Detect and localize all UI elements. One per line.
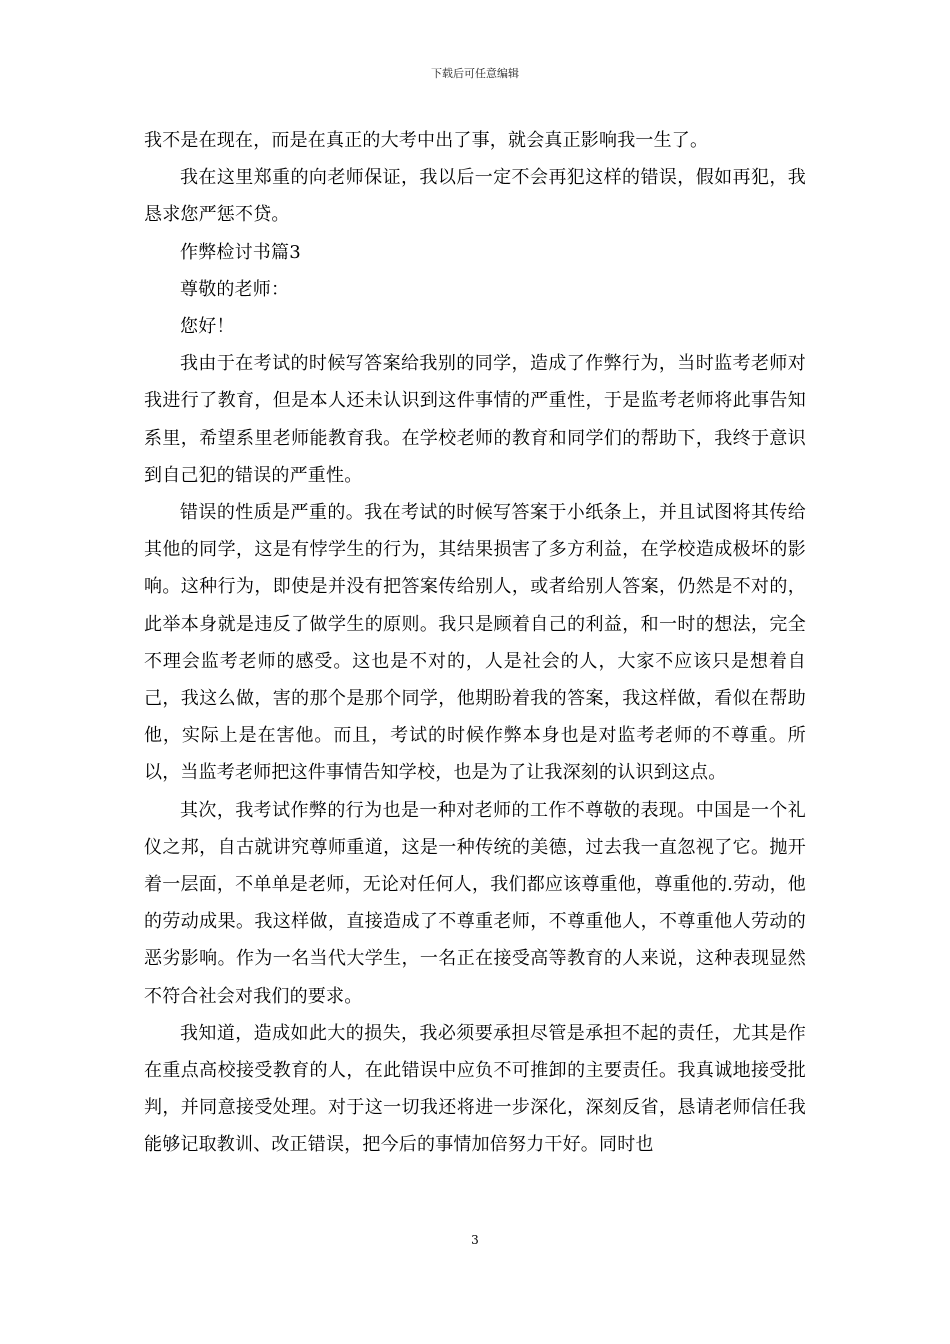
paragraph-9: 我知道，造成如此大的损失，我必须要承担尽管是承担不起的责任，尤其是作在重点高校接受教育的人，在此错误中应负不可推卸的主要责任。我真诚地接受批判，并同意接受处理。对于这一切我还将进一步深化，深刻反省，恳请老师信任我能够记取教训、改正错误，把今后的事情加倍努力干好。同时也 — [144, 1022, 806, 1156]
paragraph-7: 错误的性质是严重的。我在考试的时候写答案于小纸条上，并且试图将其传给其他的同学，这是有悖学生的行为，其结果损害了多方利益，在学校造成极坏的影响。这种行为，即使是并没有把答案传给别人，或者给别人答案，仍然是不对的，此举本身就是违反了做学生的原则。我只是顾着自己的利益，和一时的想法，完全不理会监考老师的感受。这也是不对的，人是社会的人，大家不应该只是想着自己，我这么做，害的那个是那个同学，他期盼着我的答案，我这样做，看似在帮助他，实际上是在害他。而且，考试的时候作弊本身也是对监考老师的不尊重。所以，当监考老师把这件事情告知学校，也是为了让我深刻的认识到这点。 — [144, 502, 806, 784]
section-title: 作弊检讨书篇3 — [180, 241, 301, 263]
document-body — [144, 122, 806, 1164]
paragraph-2: 我在这里郑重的向老师保证，我以后一定不会再犯这样的错误，假如再犯，我恳求您严惩不贷。 — [144, 167, 806, 226]
page-header: 下载后可任意编辑 — [431, 67, 519, 80]
paragraph-1: 我不是在现在，而是在真正的大考中出了事，就会真正影响我一生了。 — [144, 130, 709, 151]
paragraph-6: 我由于在考试的时候写答案给我别的同学，造成了作弊行为，当时监考老师对我进行了教育，但是本人还未认识到这件事情的严重性，于是监考老师将此事告知系里，希望系里老师能教育我。在学校老师的教育和同学们的帮助下，我终于意识到自己犯的错误的严重性。 — [144, 353, 806, 486]
paragraph-8: 其次，我考试作弊的行为也是一种对老师的工作不尊敬的表现。中国是一个礼仪之邦，自古就讲究尊师重道，这是一种传统的美德，过去我一直忽视了它。抛开着一层面，不单单是老师，无论对任何人，我们都应该尊重他，尊重他的.劳动，他的劳动成果。我这样做，直接造成了不尊重老师，不尊重他人，不尊重他人劳动的恶劣影响。作为一名当代大学生，一名正在接受高等教育的人来说，这种表现显然不符合社会对我们的要求。 — [144, 799, 806, 1007]
page-number: 3 — [471, 1233, 479, 1247]
greeting: 您好！ — [180, 316, 235, 338]
salutation: 尊敬的老师： — [180, 278, 290, 300]
